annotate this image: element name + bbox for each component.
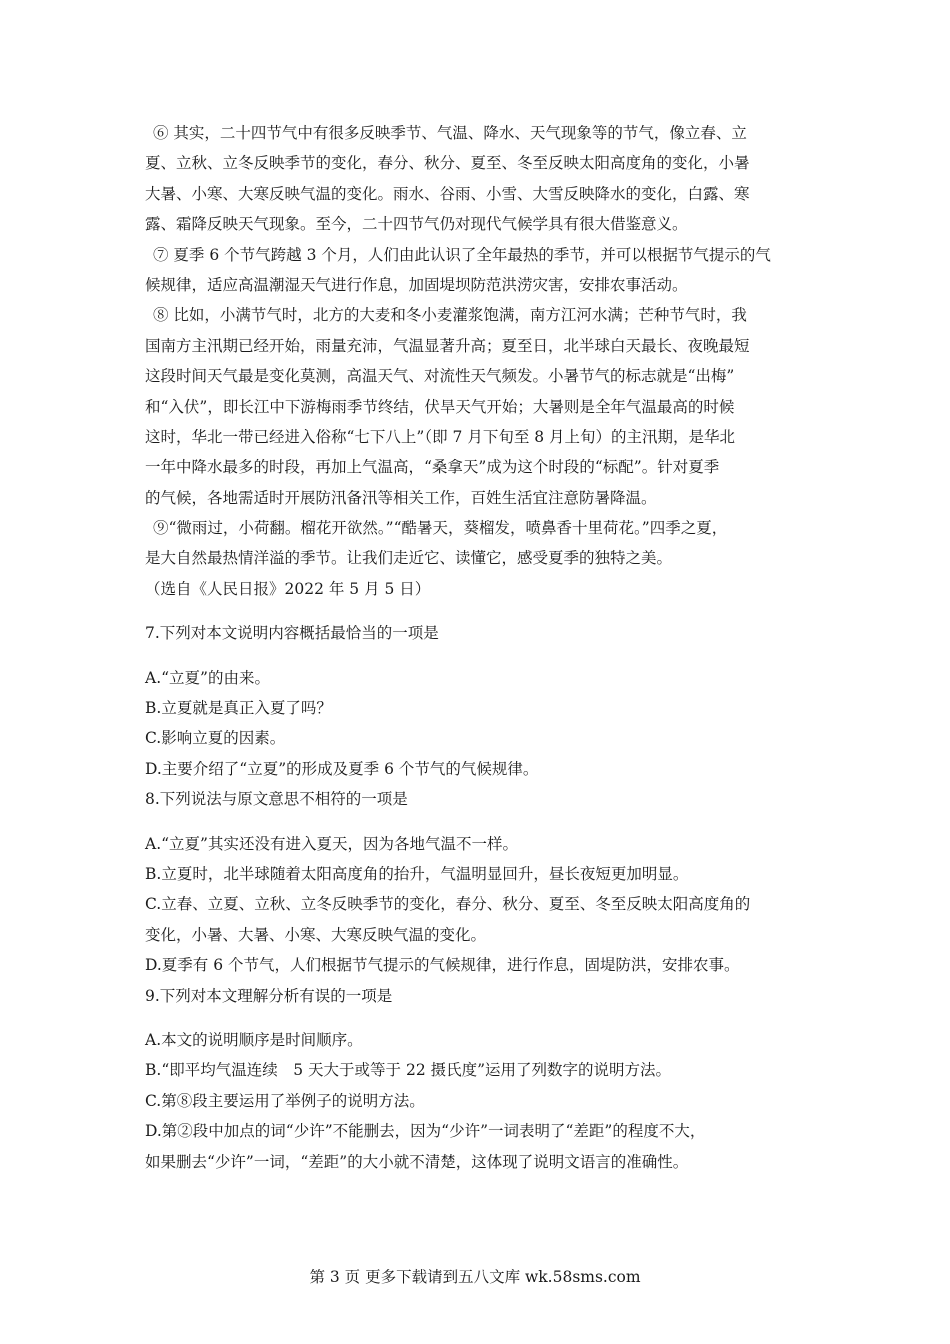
paragraph-line: 候规律，适应高温潮湿天气进行作息，加固堤坝防范洪涝灾害，安排农事活动。 [145, 275, 688, 294]
option-c-continued: 变化，小暑、大暑、小寒、大寒反映气温的变化。 [145, 925, 487, 944]
option-d: D.主要介绍了“立夏”的形成及夏季 6 个节气的气候规律。 [145, 759, 539, 778]
option-d: D.夏季有 6 个节气，人们根据节气提示的气候规律，进行作息，固堤防洪，安排农事。 [145, 956, 740, 975]
question-8 [145, 784, 825, 980]
article-source: （选自《人民日报》2022 年 5 月 5 日） [145, 579, 431, 598]
option-c: C.影响立夏的因素。 [145, 729, 286, 748]
paragraph-line: ⑨“微雨过，小荷翻。榴花开欲然。”“酷暑天，葵榴发，喷鼻香十里荷花。”四季之夏， [153, 519, 728, 538]
option-d: D.第②段中加点的词“少许”不能删去，因为“少许”一词表明了“差距”的程度不大， [145, 1122, 706, 1141]
option-d-continued: 如果删去“少许”一词，“差距”的大小就不清楚，这体现了说明文语言的准确性。 [145, 1152, 689, 1171]
option-a: A.“立夏”的由来。 [145, 668, 270, 687]
paragraph-line: 国南方主汛期已经开始，雨量充沛，气温显著升高；夏至日，北半球白天最长、夜晚最短 [145, 336, 750, 355]
paragraph-line: ⑧ 比如，小满节气时，北方的大麦和冬小麦灌浆饱满，南方江河水满；芒种节气时，我 [153, 306, 747, 325]
paragraph-7 [145, 240, 825, 301]
page-footer: 第 3 页 更多下载请到五八文库 wk.58sms.com [309, 1268, 641, 1286]
paragraph-8 [145, 300, 825, 513]
paragraph-line: 和“入伏”，即长江中下游梅雨季节终结，伏旱天气开始；大暑则是全年气温最高的时候 [145, 397, 735, 416]
option-c: C.立春、立夏、立秋、立冬反映季节的变化，春分、秋分、夏至、冬至反映太阳高度角的 [145, 895, 751, 914]
question-9 [145, 981, 825, 1177]
paragraph-line: ⑦ 夏季 6 个节气跨越 3 个月，人们由此认识了全年最热的季节，并可以根据节气提示的气 [153, 245, 771, 264]
option-c: C.第⑧段主要运用了举例子的说明方法。 [145, 1091, 425, 1110]
question-7 [145, 618, 825, 784]
question-stem: 9.下列对本文理解分析有误的一项是 [145, 986, 393, 1005]
option-b: B.“即平均气温连续 5 天大于或等于 22 摄氏度”运用了列数字的说明方法。 [145, 1061, 672, 1080]
option-a: A.“立夏”其实还没有进入夏天，因为各地气温不一样。 [145, 834, 518, 853]
paragraph-line: 这段时间天气最是变化莫测，高温天气、对流性天气频发。小暑节气的标志就是“出梅” [145, 367, 735, 386]
option-b: B.立夏时，北半球随着太阳高度角的抬升，气温明显回升，昼长夜短更加明显。 [145, 864, 689, 883]
question-stem: 8.下列说法与原文意思不相符的一项是 [145, 790, 408, 809]
paragraph-line: 是大自然最热情洋溢的季节。让我们走近它、读懂它，感受夏季的独特之美。 [145, 549, 673, 568]
paragraph-line: 露、霜降反映天气现象。至今，二十四节气仍对现代气候学具有很大借鉴意义。 [145, 215, 688, 234]
document-page [145, 118, 825, 1177]
option-b: B.立夏就是真正入夏了吗？ [145, 699, 332, 718]
paragraph-line: 夏、立秋、立冬反映季节的变化，春分、秋分、夏至、冬至反映太阳高度角的变化，小暑 [145, 154, 750, 173]
option-a: A.本文的说明顺序是时间顺序。 [145, 1030, 363, 1049]
paragraph-line: 这时，华北一带已经进入俗称“七下八上”（即 7 月下旬至 8 月上旬）的主汛期，是华北 [145, 427, 736, 446]
paragraph-6 [145, 118, 825, 240]
paragraph-line: ⑥ 其实，二十四节气中有很多反映季节、气温、降水、天气现象等的节气，像立春、立 [153, 124, 747, 142]
question-stem: 7.下列对本文说明内容概括最恰当的一项是 [145, 624, 439, 643]
paragraph-9 [145, 513, 825, 574]
paragraph-line: 大暑、小寒、大寒反映气温的变化。雨水、谷雨、小雪、大雪反映降水的变化，白露、寒 [145, 184, 750, 203]
paragraph-line: 的气候，各地需适时开展防汛备汛等相关工作，百姓生活宜注意防暑降温。 [145, 488, 657, 507]
paragraph-line: 一年中降水最多的时段，再加上气温高，“桑拿天”成为这个时段的“标配”。针对夏季 [145, 458, 720, 477]
